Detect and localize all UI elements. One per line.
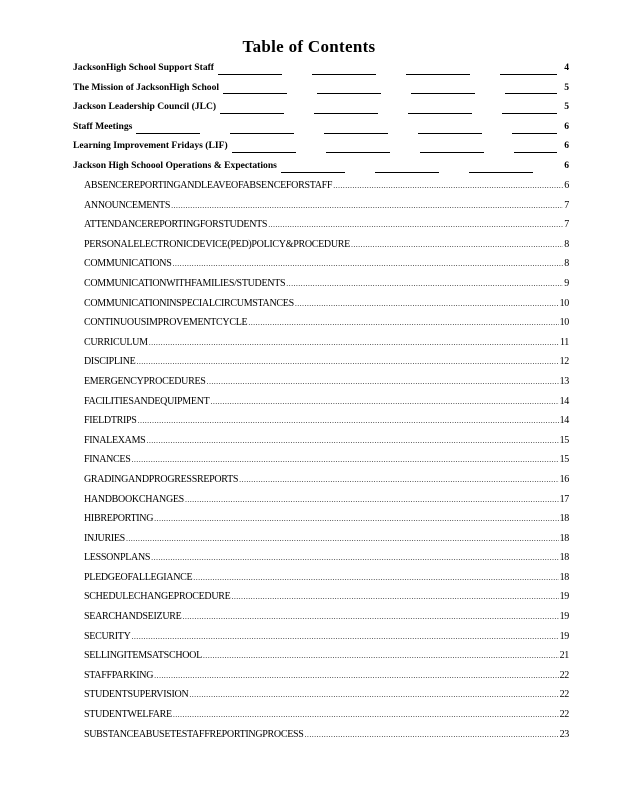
toc-subentry[interactable]: [84, 513, 569, 533]
toc-subentry-page: 14: [559, 395, 569, 407]
toc-dot-leader: [333, 181, 563, 190]
toc-entry-page: 6: [564, 140, 569, 152]
toc-dot-leader: [305, 730, 559, 739]
toc-entry-label: The Mission of JacksonHigh School: [73, 81, 220, 93]
toc-subentry-page: 14: [559, 415, 569, 427]
toc-subentry-label: ANNOUNCEMENTS: [84, 199, 171, 211]
toc-subentry-page: 9: [564, 277, 569, 289]
toc-subentry[interactable]: [84, 474, 569, 494]
toc-subentry-label: SELLINGITEMSATSCHOOL: [84, 650, 202, 662]
toc-subentry-label: PERSONALELECTRONICDEVICE(PED)POLICY&PROCEDURE: [84, 238, 350, 250]
toc-dot-leader: [189, 690, 558, 699]
toc-dot-leader: [132, 632, 559, 641]
toc-subentry[interactable]: [84, 415, 569, 435]
toc-leader: [218, 74, 557, 75]
toc-subentry-label: FINANCES: [84, 454, 131, 466]
toc-subentry[interactable]: [84, 631, 569, 651]
toc-leader: [223, 93, 557, 94]
toc-dot-leader: [126, 534, 559, 543]
toc-dot-leader: [295, 299, 559, 308]
toc-subentry[interactable]: [84, 533, 569, 553]
toc-subentry-label: SCHEDULECHANGEPROCEDURE: [84, 591, 231, 603]
toc-dot-leader: [136, 357, 558, 366]
toc-dot-leader: [203, 651, 559, 660]
toc-dot-leader: [138, 416, 559, 425]
toc-entry-page: 6: [564, 159, 569, 171]
toc-subentry-page: 7: [564, 219, 569, 231]
toc-subentry-page: 16: [559, 473, 569, 485]
toc-subentry-page: 22: [559, 709, 569, 721]
toc-subentry-page: 18: [559, 552, 569, 564]
toc-subentry-page: 17: [559, 493, 569, 505]
toc-subentry-label: FACILITIESANDEQUIPMENT: [84, 395, 210, 407]
toc-subentry[interactable]: [84, 219, 569, 239]
toc-subentry-page: 19: [559, 611, 569, 623]
toc-subentry-page: 6: [564, 180, 569, 191]
toc-subentry-label: GRADINGANDPROGRESSREPORTS: [84, 473, 239, 485]
toc-subentry-page: 18: [559, 513, 569, 525]
toc-subentry[interactable]: [84, 396, 569, 416]
toc-subentry[interactable]: [84, 376, 569, 396]
toc-subentry-label: FINALEXAMS: [84, 434, 146, 446]
toc-subentry-label: COMMUNICATIONINSPECIALCIRCUMSTANCES: [84, 297, 294, 309]
toc-subentry-label: DISCIPLINE: [84, 356, 136, 368]
toc-dot-leader: [185, 495, 559, 504]
toc-subentry-label: STUDENTWELFARE: [84, 709, 172, 721]
toc-dot-leader: [207, 377, 559, 386]
toc-subentry-page: 23: [559, 728, 569, 740]
toc-dot-leader: [351, 240, 563, 249]
toc-subentry[interactable]: [84, 258, 569, 278]
toc-entry-page: 6: [564, 120, 569, 132]
toc-dot-leader: [231, 592, 558, 601]
toc-subentry[interactable]: [84, 591, 569, 611]
toc-subentry-page: 10: [559, 297, 569, 309]
toc-entry[interactable]: [73, 121, 569, 141]
toc-dot-leader: [239, 475, 558, 484]
toc-subentry-label: INJURIES: [84, 532, 125, 544]
toc-dot-leader: [171, 201, 563, 210]
toc-entry-label: Staff Meetings: [73, 120, 133, 132]
toc-dot-leader: [154, 671, 558, 680]
toc-leader: [220, 113, 557, 114]
toc-subentry-page: 10: [559, 317, 569, 329]
toc-subentry-label: PLEDGEOFALLEGIANCE: [84, 571, 193, 583]
toc-subentry-page: 8: [564, 238, 569, 250]
toc-dot-leader: [154, 514, 558, 523]
toc-dot-leader: [146, 436, 558, 445]
toc-subentry[interactable]: [84, 278, 569, 298]
toc-entry-page: 5: [564, 81, 569, 93]
toc-dot-leader: [248, 318, 558, 327]
toc-dot-leader: [151, 553, 558, 562]
toc-subentry-page: 7: [564, 199, 569, 211]
toc-subentry-page: 18: [559, 532, 569, 544]
toc-subentry[interactable]: [84, 317, 569, 337]
toc-subentry-label: STUDENTSUPERVISION: [84, 689, 189, 701]
toc-subentry[interactable]: [84, 180, 569, 200]
toc-subentry-page: 22: [559, 669, 569, 681]
toc-leader: [136, 133, 557, 134]
toc-entry[interactable]: [73, 101, 569, 121]
toc-subentry-label: SUBSTANCEABUSETESTAFFREPORTINGPROCESS: [84, 728, 304, 740]
toc-dot-leader: [193, 573, 558, 582]
toc-subentry-label: HIBREPORTING: [84, 513, 154, 525]
toc-dot-leader: [172, 259, 563, 268]
toc-subentry-label: CONTINUOUSIMPROVEMENTCYCLE: [84, 317, 248, 329]
toc-subentry[interactable]: [84, 494, 569, 514]
toc-subentry-page: 21: [559, 650, 569, 662]
toc-main-section: [73, 62, 569, 180]
toc-entry-label: JacksonHigh School Support Staff: [73, 62, 215, 73]
toc-subentry[interactable]: [84, 298, 569, 318]
toc-dot-leader: [132, 455, 559, 464]
toc-dot-leader: [149, 338, 559, 347]
toc-subentry-label: LESSONPLANS: [84, 552, 151, 564]
toc-subentry-label: FIELDTRIPS: [84, 415, 137, 427]
toc-entry[interactable]: [73, 82, 569, 102]
toc-entry-label: Learning Improvement Fridays (LIF): [73, 140, 228, 152]
toc-subentry[interactable]: [84, 650, 569, 670]
toc-subentry-page: 11: [559, 336, 569, 348]
toc-subentry[interactable]: [84, 689, 569, 709]
toc-entry[interactable]: [73, 62, 569, 82]
toc-subentry[interactable]: [84, 454, 569, 474]
toc-subentry-label: COMMUNICATIONWITHFAMILIES/STUDENTS: [84, 277, 286, 289]
toc-dot-leader: [268, 220, 563, 229]
toc-entry[interactable]: [73, 140, 569, 160]
toc-subentry[interactable]: [84, 552, 569, 572]
toc-subentry-label: EMERGENCYPROCEDURES: [84, 375, 206, 387]
page-title: Table of Contents: [242, 37, 376, 56]
toc-subentry-label: HANDBOOKCHANGES: [84, 493, 184, 505]
toc-subentry-page: 8: [564, 258, 569, 270]
toc-subentry-page: 19: [559, 591, 569, 603]
toc-subentry-label: STAFFPARKING: [84, 669, 154, 681]
toc-subentry[interactable]: [84, 356, 569, 376]
toc-subentry[interactable]: [84, 611, 569, 631]
toc-entry-page: 5: [564, 101, 569, 113]
toc-subentry-label: CURRICULUM: [84, 336, 148, 348]
toc-subentry-label: ATTENDANCEREPORTINGFORSTUDENTS: [84, 219, 268, 231]
toc-subentry-label: SEARCHANDSEIZURE: [84, 611, 182, 623]
toc-subentry-page: 15: [559, 454, 569, 466]
toc-subentry-page: 19: [559, 630, 569, 642]
toc-sub-section: [84, 180, 569, 748]
toc-subentry[interactable]: [84, 670, 569, 690]
toc-subentry[interactable]: [84, 572, 569, 592]
toc-leader: [281, 172, 557, 173]
toc-subentry-page: 12: [559, 356, 569, 368]
toc-subentry-label: SECURITY: [84, 630, 131, 642]
toc-entry[interactable]: [73, 160, 569, 180]
toc-subentry[interactable]: [84, 435, 569, 455]
toc-subentry[interactable]: [84, 200, 569, 220]
toc-dot-leader: [210, 397, 558, 406]
toc-entry-label: Jackson High Schoool Operations & Expectations: [73, 159, 277, 171]
toc-entry-page: 4: [564, 62, 569, 73]
toc-subentry[interactable]: [84, 337, 569, 357]
toc-subentry-page: 15: [559, 434, 569, 446]
toc-dot-leader: [286, 279, 563, 288]
toc-subentry-page: 13: [559, 375, 569, 387]
toc-leader: [232, 152, 557, 153]
toc-subentry[interactable]: [84, 709, 569, 729]
toc-entry-label: Jackson Leadership Council (JLC): [73, 101, 217, 113]
toc-subentry[interactable]: [84, 729, 569, 749]
toc-subentry-page: 22: [559, 689, 569, 701]
toc-subentry-label: ABSENCEREPORTINGANDLEAVEOFABSENCEFORSTAFF: [84, 180, 333, 191]
toc-subentry-page: 18: [559, 571, 569, 583]
toc-subentry[interactable]: [84, 239, 569, 259]
toc-dot-leader: [182, 612, 558, 621]
toc-dot-leader: [173, 710, 559, 719]
toc-subentry-label: COMMUNICATIONS: [84, 258, 172, 270]
